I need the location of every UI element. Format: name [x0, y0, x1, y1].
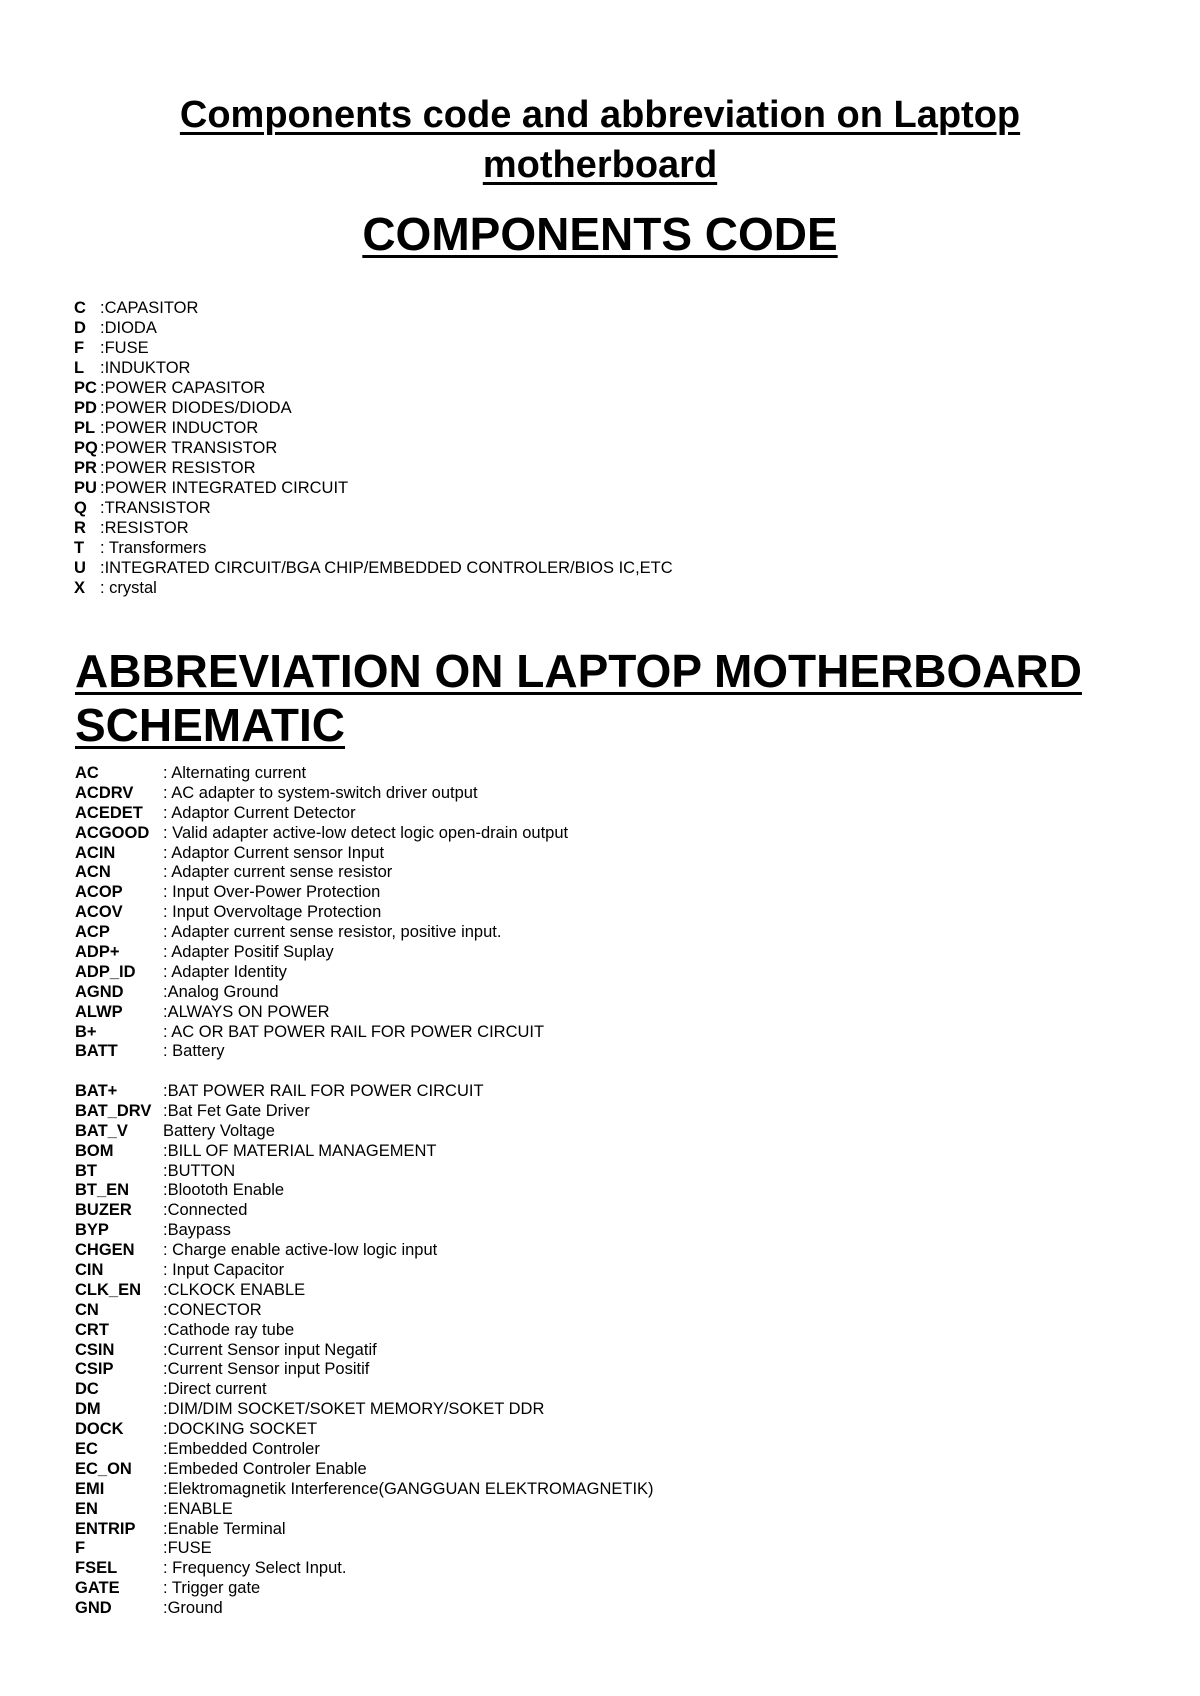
abbreviation-item-description: : Adapter current sense resistor: [163, 863, 393, 882]
abbreviation-item-key: CN: [75, 1300, 99, 1319]
abbreviation-item-key: ACP: [75, 923, 110, 942]
abbreviation-item-key: EC: [75, 1440, 98, 1459]
components-code-list: [74, 298, 673, 598]
abbreviation-item-description: :DOCKING SOCKET: [163, 1420, 318, 1439]
component-code-item: [74, 338, 673, 358]
component-code-item: [74, 558, 673, 578]
abbreviation-item: [75, 1201, 654, 1221]
abbreviation-item-description: : Adapter Positif Suplay: [163, 943, 334, 962]
abbreviation-item-key: F: [75, 1539, 86, 1558]
abbreviation-item-key: BT_EN: [75, 1181, 130, 1200]
abbreviation-item-key: BAT_V: [75, 1121, 128, 1140]
abbreviation-item: [75, 1599, 654, 1619]
component-code-item: [74, 358, 673, 378]
abbreviation-item-description: :Embedded Controler: [163, 1440, 320, 1459]
component-code-item-key: PC: [74, 379, 97, 397]
abbreviation-item: [75, 824, 568, 844]
abbreviation-item: [75, 1579, 654, 1599]
abbreviation-item-key: ENTRIP: [75, 1519, 136, 1538]
component-code-item-key: T: [74, 539, 85, 557]
abbreviation-item: [75, 804, 568, 824]
component-code-item-key: PL: [74, 419, 96, 437]
abbreviation-item: [75, 903, 568, 923]
abbreviation-item-description: :Bloototh Enable: [163, 1181, 285, 1200]
abbreviation-item: [75, 1539, 654, 1559]
abbreviation-item: [75, 1360, 654, 1380]
abbreviation-item: [75, 1321, 654, 1341]
component-code-item-description: : crystal: [100, 579, 157, 597]
component-code-item-key: PU: [74, 479, 97, 497]
abbreviation-item: [75, 863, 568, 883]
component-code-item-key: X: [74, 579, 86, 597]
abbreviation-item-key: CLK_EN: [75, 1280, 142, 1299]
abbreviation-item-key: ACOP: [75, 883, 123, 902]
component-code-item: [74, 398, 673, 418]
abbreviation-item: [75, 1042, 568, 1062]
abbreviation-item-description: :Direct current: [163, 1380, 267, 1399]
page-title: [100, 90, 1100, 190]
abbreviation-heading: [75, 644, 1135, 752]
abbreviation-item: [75, 844, 568, 864]
abbreviation-item-description: Battery Voltage: [163, 1121, 275, 1140]
abbreviation-item-description: :Baypass: [163, 1221, 231, 1240]
abbreviation-item-key: ACEDET: [75, 803, 143, 822]
abbreviation-item-description: : Adapter Identity: [163, 962, 287, 981]
component-code-item-key: F: [74, 339, 85, 357]
abbreviation-item: [75, 1181, 654, 1201]
abbreviation-item-description: :BAT POWER RAIL FOR POWER CIRCUIT: [163, 1082, 484, 1100]
abbreviation-item-key: GATE: [75, 1579, 120, 1598]
abbreviation-item: [75, 1003, 568, 1023]
component-code-item: [74, 378, 673, 398]
abbreviation-item: [75, 1023, 568, 1043]
abbreviation-item-key: CHGEN: [75, 1241, 135, 1260]
component-code-item-key: PD: [74, 399, 97, 417]
abbreviation-heading-line-2: SCHEMATIC: [75, 699, 346, 751]
abbreviation-item-key: ACGOOD: [75, 823, 150, 842]
abbreviation-item-description: : AC OR BAT POWER RAIL FOR POWER CIRCUIT: [163, 1022, 545, 1041]
abbreviation-item-description: :Elektromagnetik Interference(GANGGUAN ELEKTROMAGNETIK): [163, 1479, 654, 1498]
abbreviation-item: [75, 1261, 654, 1281]
component-code-item-key: U: [74, 559, 86, 577]
component-code-item: [74, 518, 673, 538]
abbreviation-item-description: : Frequency Select Input.: [163, 1559, 347, 1578]
component-code-item: [74, 478, 673, 498]
abbreviation-item: [75, 1241, 654, 1261]
component-code-item-description: :POWER CAPASITOR: [100, 379, 266, 397]
abbreviation-item: [75, 923, 568, 943]
abbreviation-item: [75, 1221, 654, 1241]
component-code-item-description: :CAPASITOR: [100, 299, 199, 317]
abbreviation-item-key: BYP: [75, 1221, 109, 1240]
abbreviation-item-description: :Enable Terminal: [163, 1519, 286, 1538]
abbreviation-item-key: BOM: [75, 1141, 114, 1160]
component-code-item: [74, 578, 673, 598]
abbreviation-item: [75, 1520, 654, 1540]
abbreviation-item-description: :Ground: [163, 1599, 223, 1618]
abbreviation-item-key: ACIN: [75, 843, 116, 862]
abbreviation-item-description: : Battery: [163, 1042, 225, 1061]
abbreviation-item-description: :CONECTOR: [163, 1300, 262, 1319]
abbreviation-item: [75, 1559, 654, 1579]
abbreviation-item-description: : Adapter current sense resistor, positive input.: [163, 923, 502, 942]
component-code-item-description: :INTEGRATED CIRCUIT/BGA CHIP/EMBEDDED CONTROLER/BIOS IC,ETC: [100, 559, 673, 577]
abbreviation-item-description: :FUSE: [163, 1539, 212, 1558]
component-code-item-key: PR: [74, 459, 97, 477]
abbreviation-item: [75, 1122, 654, 1142]
component-code-item-description: :POWER RESISTOR: [100, 459, 256, 477]
abbreviation-item: [75, 1440, 654, 1460]
abbreviation-item-description: : Input Overvoltage Protection: [163, 903, 382, 922]
component-code-item-description: :RESISTOR: [100, 519, 189, 537]
abbreviation-item-description: :Bat Fet Gate Driver: [163, 1101, 310, 1120]
abbreviation-item: [75, 983, 568, 1003]
abbreviation-item: [75, 1500, 654, 1520]
abbreviation-item-description: : Valid adapter active-low detect logic open-drain output: [163, 823, 569, 842]
abbreviation-item-key: BT: [75, 1161, 97, 1180]
component-code-item-description: :FUSE: [100, 339, 149, 357]
abbreviation-item-key: BAT_DRV: [75, 1101, 152, 1120]
component-code-item-key: R: [74, 519, 86, 537]
abbreviation-item-key: GND: [75, 1599, 112, 1618]
abbreviation-item-key: AC: [75, 764, 99, 782]
abbreviation-item: [75, 1102, 654, 1122]
abbreviation-item-key: EC_ON: [75, 1459, 132, 1478]
component-code-item-key: PQ: [74, 439, 98, 457]
abbreviation-item-key: ACDRV: [75, 783, 134, 802]
abbreviation-item-key: FSEL: [75, 1559, 118, 1578]
abbreviation-item-description: :ENABLE: [163, 1499, 233, 1518]
component-code-item-description: :POWER INTEGRATED CIRCUIT: [100, 479, 349, 497]
component-code-item: [74, 458, 673, 478]
abbreviation-item: [75, 1162, 654, 1182]
component-code-item-description: :TRANSISTOR: [100, 499, 211, 517]
component-code-item-description: :POWER INDUCTOR: [100, 419, 259, 437]
abbreviation-item-description: : Input Capacitor: [163, 1261, 285, 1280]
abbreviation-item-key: BAT+: [75, 1082, 118, 1100]
abbreviation-item-description: : Input Over-Power Protection: [163, 883, 381, 902]
abbreviation-item-description: : Charge enable active-low logic input: [163, 1241, 438, 1260]
abbreviation-item: [75, 1142, 654, 1162]
abbreviation-item: [75, 1480, 654, 1500]
abbreviation-item-key: CSIN: [75, 1340, 115, 1359]
abbreviation-item: [75, 1460, 654, 1480]
abbreviation-list-a: [75, 764, 568, 1062]
abbreviation-item-description: :BUTTON: [163, 1161, 236, 1180]
abbreviation-item-description: :BILL OF MATERIAL MANAGEMENT: [163, 1141, 437, 1160]
abbreviation-item: [75, 1420, 654, 1440]
abbreviation-item: [75, 963, 568, 983]
abbreviation-item-description: :Current Sensor input Negatif: [163, 1340, 377, 1359]
component-code-item: [74, 498, 673, 518]
abbreviation-item-description: :ALWAYS ON POWER: [163, 1002, 330, 1021]
abbreviation-item: [75, 784, 568, 804]
abbreviation-item-description: : Adaptor Current sensor Input: [163, 843, 385, 862]
abbreviation-item: [75, 1400, 654, 1420]
component-code-item-description: :POWER TRANSISTOR: [100, 439, 278, 457]
abbreviation-item-key: CSIP: [75, 1360, 114, 1379]
component-code-item-key: L: [74, 359, 85, 377]
abbreviation-item-description: :CLKOCK ENABLE: [163, 1280, 306, 1299]
abbreviation-item-key: ADP+: [75, 943, 120, 962]
component-code-item-description: :INDUKTOR: [100, 359, 191, 377]
abbreviation-item-description: : Trigger gate: [163, 1579, 261, 1598]
component-code-item-key: D: [74, 319, 86, 337]
component-code-item-description: :POWER DIODES/DIODA: [100, 399, 292, 417]
abbreviation-item-key: BUZER: [75, 1201, 132, 1220]
abbreviation-item: [75, 1341, 654, 1361]
abbreviation-item-key: AGND: [75, 982, 124, 1001]
abbreviation-item: [75, 1380, 654, 1400]
abbreviation-item-key: DC: [75, 1380, 99, 1399]
abbreviation-item-key: ALWP: [75, 1002, 123, 1021]
component-code-item-description: :DIODA: [100, 319, 157, 337]
abbreviation-item-key: EN: [75, 1499, 98, 1518]
abbreviation-item-description: :Embeded Controler Enable: [163, 1459, 367, 1478]
abbreviation-item: [75, 943, 568, 963]
abbreviation-item-key: CRT: [75, 1320, 109, 1339]
component-code-item-description: : Transformers: [100, 539, 207, 557]
component-code-item: [74, 538, 673, 558]
abbreviation-item-description: : Alternating current: [163, 764, 307, 782]
abbreviation-item-key: B+: [75, 1022, 97, 1041]
page-title-line-1: Components code and abbreviation on Laptop: [179, 94, 1021, 136]
abbreviation-heading-line-1: ABBREVIATION ON LAPTOP MOTHERBOARD: [75, 645, 1082, 697]
abbreviation-item-description: :Analog Ground: [163, 982, 279, 1001]
component-code-item: [74, 438, 673, 458]
abbreviation-item: [75, 883, 568, 903]
abbreviation-item: [75, 1281, 654, 1301]
abbreviation-item-description: : Adaptor Current Detector: [163, 803, 356, 822]
abbreviation-item-description: : AC adapter to system-switch driver output: [163, 783, 478, 802]
abbreviation-item: [75, 1301, 654, 1321]
abbreviation-item-description: :Current Sensor input Positif: [163, 1360, 370, 1379]
component-code-item: [74, 318, 673, 338]
abbreviation-item-key: DOCK: [75, 1420, 124, 1439]
abbreviation-item-key: ADP_ID: [75, 962, 136, 981]
abbreviation-item-description: :DIM/DIM SOCKET/SOKET MEMORY/SOKET DDR: [163, 1400, 545, 1419]
abbreviation-item-description: :Connected: [163, 1201, 248, 1220]
abbreviation-item-description: :Cathode ray tube: [163, 1320, 295, 1339]
abbreviation-item-key: BATT: [75, 1042, 118, 1061]
component-code-item: [74, 298, 673, 318]
abbreviation-item-key: CIN: [75, 1261, 104, 1280]
component-code-item: [74, 418, 673, 438]
component-code-item-key: Q: [74, 499, 87, 517]
components-code-heading: COMPONENTS CODE: [362, 208, 838, 260]
component-code-item-key: C: [74, 299, 86, 317]
abbreviation-item-key: DM: [75, 1400, 101, 1419]
abbreviation-item: [75, 1082, 654, 1102]
abbreviation-item-key: EMI: [75, 1479, 105, 1498]
abbreviation-list-b: [75, 1082, 654, 1619]
page-title-line-2: motherboard: [482, 144, 718, 186]
abbreviation-item-key: ACN: [75, 863, 111, 882]
abbreviation-item: [75, 764, 568, 784]
abbreviation-item-key: ACOV: [75, 903, 123, 922]
